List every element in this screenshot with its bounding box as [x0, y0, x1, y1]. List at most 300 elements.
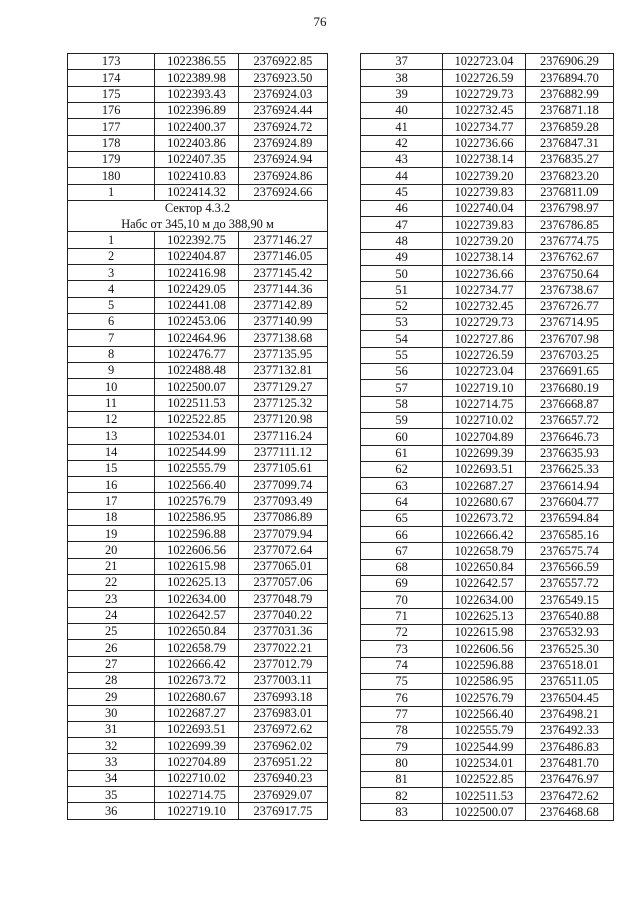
coord-x: 1022693.51 — [443, 461, 526, 477]
table-row — [361, 249, 614, 265]
coord-x: 1022642.57 — [443, 576, 526, 592]
point-number: 59 — [361, 412, 443, 428]
point-number: 43 — [361, 151, 443, 167]
coord-y: 2376993.18 — [238, 689, 327, 705]
point-number: 173 — [68, 54, 155, 70]
coord-x: 1022666.42 — [155, 656, 239, 672]
point-number: 8 — [68, 346, 155, 362]
point-number: 53 — [361, 315, 443, 331]
coord-x: 1022453.06 — [155, 314, 239, 330]
point-number: 69 — [361, 576, 443, 592]
table-row — [361, 690, 614, 706]
table-row — [68, 330, 328, 346]
table-row — [361, 510, 614, 526]
coord-x: 1022739.83 — [443, 184, 526, 200]
coord-x: 1022392.75 — [155, 232, 239, 248]
coord-x: 1022719.10 — [155, 803, 239, 819]
coord-x: 1022500.07 — [443, 804, 526, 820]
point-number: 49 — [361, 249, 443, 265]
coord-x: 1022566.40 — [155, 477, 239, 493]
point-number: 46 — [361, 200, 443, 216]
point-number: 55 — [361, 347, 443, 363]
coord-y: 2376668.87 — [525, 396, 613, 412]
coord-x: 1022576.79 — [443, 690, 526, 706]
table-row — [361, 331, 614, 347]
coord-y: 2376714.95 — [525, 315, 613, 331]
point-number: 20 — [68, 542, 155, 558]
coord-x: 1022734.77 — [443, 119, 526, 135]
point-number: 37 — [361, 54, 443, 70]
table-row — [361, 461, 614, 477]
coord-x: 1022736.66 — [443, 266, 526, 282]
coord-y: 2376962.02 — [238, 738, 327, 754]
coord-y: 2376924.89 — [238, 135, 327, 151]
table-row — [68, 689, 328, 705]
table-row — [68, 623, 328, 639]
coord-y: 2376525.30 — [525, 641, 613, 657]
sector-subtitle: Набс от 345,10 м до 388,90 м — [68, 216, 328, 232]
coord-y: 2377022.21 — [238, 640, 327, 656]
coord-y: 2376882.99 — [525, 86, 613, 102]
table-row — [361, 592, 614, 608]
coord-x: 1022699.39 — [443, 445, 526, 461]
coord-y: 2376924.03 — [238, 86, 327, 102]
table-row — [361, 282, 614, 298]
point-number: 18 — [68, 509, 155, 525]
coord-y: 2377120.98 — [238, 411, 327, 427]
table-row — [68, 411, 328, 427]
point-number: 79 — [361, 739, 443, 755]
coord-x: 1022729.73 — [443, 315, 526, 331]
table-row — [361, 151, 614, 167]
coord-x: 1022389.98 — [155, 70, 239, 86]
table-row — [68, 656, 328, 672]
coord-x: 1022555.79 — [155, 460, 239, 476]
coord-x: 1022429.05 — [155, 281, 239, 297]
table-row — [361, 722, 614, 738]
table-row — [68, 119, 328, 135]
coord-x: 1022410.83 — [155, 168, 239, 184]
coord-y: 2377145.42 — [238, 265, 327, 281]
point-number: 39 — [361, 86, 443, 102]
coord-y: 2376924.94 — [238, 151, 327, 167]
coord-x: 1022403.86 — [155, 135, 239, 151]
point-number: 54 — [361, 331, 443, 347]
coord-y: 2376917.75 — [238, 803, 327, 819]
coord-x: 1022625.13 — [443, 608, 526, 624]
table-row — [68, 575, 328, 591]
coord-y: 2377093.49 — [238, 493, 327, 509]
coord-x: 1022511.53 — [155, 395, 239, 411]
point-number: 47 — [361, 217, 443, 233]
coord-x: 1022666.42 — [443, 527, 526, 543]
point-number: 41 — [361, 119, 443, 135]
coord-y: 2377057.06 — [238, 575, 327, 591]
coord-x: 1022673.72 — [155, 672, 239, 688]
point-number: 22 — [68, 575, 155, 591]
table-row — [361, 363, 614, 379]
point-number: 50 — [361, 266, 443, 282]
coord-y: 2376518.01 — [525, 657, 613, 673]
table-row — [68, 135, 328, 151]
table-row — [68, 493, 328, 509]
coord-x: 1022615.98 — [155, 558, 239, 574]
coord-x: 1022441.08 — [155, 297, 239, 313]
point-number: 6 — [68, 314, 155, 330]
coord-y: 2376691.65 — [525, 363, 613, 379]
table-row — [361, 102, 614, 118]
point-number: 24 — [68, 607, 155, 623]
coord-x: 1022555.79 — [443, 722, 526, 738]
point-number: 25 — [68, 623, 155, 639]
coord-y: 2377048.79 — [238, 591, 327, 607]
point-number: 30 — [68, 705, 155, 721]
coord-x: 1022680.67 — [443, 494, 526, 510]
point-number: 23 — [68, 591, 155, 607]
point-number: 16 — [68, 477, 155, 493]
coord-x: 1022726.59 — [443, 347, 526, 363]
table-row — [68, 444, 328, 460]
coord-y: 2376566.59 — [525, 559, 613, 575]
point-number: 40 — [361, 102, 443, 118]
coord-y: 2376511.05 — [525, 673, 613, 689]
coord-y: 2377125.32 — [238, 395, 327, 411]
table-row — [68, 281, 328, 297]
coord-x: 1022739.20 — [443, 168, 526, 184]
coord-y: 2376486.83 — [525, 739, 613, 755]
table-row — [361, 771, 614, 787]
point-number: 44 — [361, 168, 443, 184]
coord-x: 1022416.98 — [155, 265, 239, 281]
coord-x: 1022673.72 — [443, 510, 526, 526]
coord-x: 1022714.75 — [155, 787, 239, 803]
coord-y: 2377086.89 — [238, 509, 327, 525]
point-number: 70 — [361, 592, 443, 608]
point-number: 11 — [68, 395, 155, 411]
table-row — [68, 265, 328, 281]
point-number: 33 — [68, 754, 155, 770]
table-row — [361, 70, 614, 86]
coord-y: 2377040.22 — [238, 607, 327, 623]
table-row — [68, 346, 328, 362]
point-number: 60 — [361, 429, 443, 445]
coord-y: 2376549.15 — [525, 592, 613, 608]
point-number: 10 — [68, 379, 155, 395]
point-number: 45 — [361, 184, 443, 200]
coord-y: 2376894.70 — [525, 70, 613, 86]
point-number: 28 — [68, 672, 155, 688]
point-number: 177 — [68, 119, 155, 135]
coord-x: 1022576.79 — [155, 493, 239, 509]
coord-x: 1022596.88 — [443, 657, 526, 673]
point-number: 17 — [68, 493, 155, 509]
table-row — [68, 232, 328, 248]
coord-y: 2376604.77 — [525, 494, 613, 510]
point-number: 48 — [361, 233, 443, 249]
coord-y: 2376811.09 — [525, 184, 613, 200]
coord-y: 2377135.95 — [238, 346, 327, 362]
point-number: 66 — [361, 527, 443, 543]
point-number: 78 — [361, 722, 443, 738]
coord-x: 1022687.27 — [443, 478, 526, 494]
point-number: 176 — [68, 102, 155, 118]
table-row — [361, 380, 614, 396]
coord-y: 2376983.01 — [238, 705, 327, 721]
coord-y: 2376532.93 — [525, 624, 613, 640]
point-number: 36 — [68, 803, 155, 819]
coord-y: 2376798.97 — [525, 200, 613, 216]
left-table-rows-a — [68, 54, 328, 201]
coord-x: 1022544.99 — [155, 444, 239, 460]
coord-y: 2377142.89 — [238, 297, 327, 313]
table-row — [361, 673, 614, 689]
coord-y: 2376924.44 — [238, 102, 327, 118]
point-number: 74 — [361, 657, 443, 673]
coord-y: 2377099.74 — [238, 477, 327, 493]
coord-y: 2377079.94 — [238, 526, 327, 542]
coord-y: 2377138.68 — [238, 330, 327, 346]
point-number: 82 — [361, 788, 443, 804]
coord-x: 1022710.02 — [155, 770, 239, 786]
point-number: 34 — [68, 770, 155, 786]
point-number: 179 — [68, 151, 155, 167]
point-number: 77 — [361, 706, 443, 722]
table-row — [361, 347, 614, 363]
coord-x: 1022544.99 — [443, 739, 526, 755]
coord-y: 2376738.67 — [525, 282, 613, 298]
table-row — [361, 804, 614, 820]
table-row — [361, 576, 614, 592]
point-number: 80 — [361, 755, 443, 771]
coord-x: 1022732.45 — [443, 298, 526, 314]
coord-x: 1022658.79 — [155, 640, 239, 656]
point-number: 75 — [361, 673, 443, 689]
table-row — [361, 266, 614, 282]
table-row — [361, 184, 614, 200]
point-number: 35 — [68, 787, 155, 803]
point-number: 29 — [68, 689, 155, 705]
coord-x: 1022699.39 — [155, 738, 239, 754]
coord-y: 2376972.62 — [238, 721, 327, 737]
coord-x: 1022634.00 — [443, 592, 526, 608]
table-row — [68, 721, 328, 737]
table-row — [361, 233, 614, 249]
table-row — [68, 770, 328, 786]
coord-x: 1022500.07 — [155, 379, 239, 395]
coord-y: 2377105.61 — [238, 460, 327, 476]
coord-y: 2376468.68 — [525, 804, 613, 820]
point-number: 9 — [68, 362, 155, 378]
coord-x: 1022534.01 — [443, 755, 526, 771]
table-row — [68, 607, 328, 623]
coord-y: 2376924.72 — [238, 119, 327, 135]
coord-y: 2377146.27 — [238, 232, 327, 248]
point-number: 62 — [361, 461, 443, 477]
point-number: 32 — [68, 738, 155, 754]
coord-y: 2376835.27 — [525, 151, 613, 167]
point-number: 174 — [68, 70, 155, 86]
point-number: 63 — [361, 478, 443, 494]
coord-y: 2376929.07 — [238, 787, 327, 803]
table-row — [361, 86, 614, 102]
coord-y: 2376575.74 — [525, 543, 613, 559]
coord-y: 2376750.64 — [525, 266, 613, 282]
point-number: 83 — [361, 804, 443, 820]
coord-x: 1022586.95 — [443, 673, 526, 689]
coord-x: 1022726.59 — [443, 70, 526, 86]
point-number: 1 — [68, 184, 155, 200]
coord-y: 2377146.05 — [238, 248, 327, 264]
coord-x: 1022414.32 — [155, 184, 239, 200]
point-number: 58 — [361, 396, 443, 412]
table-row — [361, 478, 614, 494]
coord-x: 1022464.96 — [155, 330, 239, 346]
table-row — [68, 460, 328, 476]
table-row — [68, 526, 328, 542]
page-number: 76 — [313, 14, 327, 29]
table-row — [68, 509, 328, 525]
table-row — [361, 412, 614, 428]
coord-y: 2376585.16 — [525, 527, 613, 543]
coord-x: 1022386.55 — [155, 54, 239, 70]
table-row — [361, 559, 614, 575]
table-row — [361, 298, 614, 314]
point-number: 31 — [68, 721, 155, 737]
point-number: 15 — [68, 460, 155, 476]
point-number: 81 — [361, 771, 443, 787]
point-number: 72 — [361, 624, 443, 640]
point-number: 14 — [68, 444, 155, 460]
point-number: 178 — [68, 135, 155, 151]
coord-x: 1022650.84 — [443, 559, 526, 575]
coord-y: 2377065.01 — [238, 558, 327, 574]
table-row — [361, 54, 614, 70]
coord-y: 2376680.19 — [525, 380, 613, 396]
point-number: 65 — [361, 510, 443, 526]
point-number: 1 — [68, 232, 155, 248]
left-table-rows-b — [68, 232, 328, 819]
coord-x: 1022476.77 — [155, 346, 239, 362]
table-row — [361, 755, 614, 771]
point-number: 51 — [361, 282, 443, 298]
table-row — [361, 527, 614, 543]
point-number: 68 — [361, 559, 443, 575]
coord-y: 2376614.94 — [525, 478, 613, 494]
coord-x: 1022723.04 — [443, 54, 526, 70]
coord-y: 2376703.25 — [525, 347, 613, 363]
coord-x: 1022680.67 — [155, 689, 239, 705]
table-row — [68, 151, 328, 167]
coord-x: 1022522.85 — [155, 411, 239, 427]
coord-x: 1022596.88 — [155, 526, 239, 542]
table-row — [361, 396, 614, 412]
coord-x: 1022400.37 — [155, 119, 239, 135]
coord-y: 2376557.72 — [525, 576, 613, 592]
table-row — [361, 168, 614, 184]
point-number: 64 — [361, 494, 443, 510]
coord-x: 1022606.56 — [443, 641, 526, 657]
coord-y: 2377012.79 — [238, 656, 327, 672]
table-row — [68, 184, 328, 200]
coord-y: 2376922.85 — [238, 54, 327, 70]
sector-subtitle-row — [68, 216, 328, 232]
coord-x: 1022404.87 — [155, 248, 239, 264]
coord-x: 1022687.27 — [155, 705, 239, 721]
coord-y: 2376657.72 — [525, 412, 613, 428]
coord-x: 1022396.89 — [155, 102, 239, 118]
coord-x: 1022710.02 — [443, 412, 526, 428]
coord-x: 1022658.79 — [443, 543, 526, 559]
table-row — [68, 297, 328, 313]
coord-y: 2377031.36 — [238, 623, 327, 639]
coord-y: 2377072.64 — [238, 542, 327, 558]
table-row — [361, 641, 614, 657]
point-number: 57 — [361, 380, 443, 396]
table-row — [361, 494, 614, 510]
coord-y: 2376492.33 — [525, 722, 613, 738]
coord-y: 2377003.11 — [238, 672, 327, 688]
point-number: 61 — [361, 445, 443, 461]
table-row — [68, 70, 328, 86]
table-row — [361, 445, 614, 461]
coord-x: 1022732.45 — [443, 102, 526, 118]
point-number: 56 — [361, 363, 443, 379]
coord-x: 1022740.04 — [443, 200, 526, 216]
coord-x: 1022642.57 — [155, 607, 239, 623]
coord-x: 1022738.14 — [443, 151, 526, 167]
table-row — [68, 379, 328, 395]
table-row — [68, 248, 328, 264]
sector-title: Сектор 4.3.2 — [68, 200, 328, 216]
table-row — [361, 135, 614, 151]
table-row — [68, 738, 328, 754]
table-row — [68, 477, 328, 493]
coord-y: 2376871.18 — [525, 102, 613, 118]
coord-y: 2376940.23 — [238, 770, 327, 786]
coord-x: 1022704.89 — [155, 754, 239, 770]
table-row — [68, 754, 328, 770]
coord-x: 1022393.43 — [155, 86, 239, 102]
coord-x: 1022566.40 — [443, 706, 526, 722]
point-number: 21 — [68, 558, 155, 574]
point-number: 5 — [68, 297, 155, 313]
table-row — [361, 624, 614, 640]
table-row — [68, 542, 328, 558]
point-number: 19 — [68, 526, 155, 542]
point-number: 2 — [68, 248, 155, 264]
coord-y: 2377144.36 — [238, 281, 327, 297]
coord-x: 1022650.84 — [155, 623, 239, 639]
coord-x: 1022714.75 — [443, 396, 526, 412]
coord-y: 2376472.62 — [525, 788, 613, 804]
table-row — [68, 803, 328, 819]
coord-y: 2377140.99 — [238, 314, 327, 330]
table-row — [68, 558, 328, 574]
coord-x: 1022522.85 — [443, 771, 526, 787]
coordinates-table-right — [360, 53, 614, 821]
point-number: 13 — [68, 428, 155, 444]
table-row — [68, 54, 328, 70]
coord-x: 1022606.56 — [155, 542, 239, 558]
sector-title-row — [68, 200, 328, 216]
table-row — [68, 705, 328, 721]
point-number: 4 — [68, 281, 155, 297]
coord-y: 2376594.84 — [525, 510, 613, 526]
coord-y: 2376924.86 — [238, 168, 327, 184]
point-number: 12 — [68, 411, 155, 427]
table-row — [68, 672, 328, 688]
coord-x: 1022511.53 — [443, 788, 526, 804]
